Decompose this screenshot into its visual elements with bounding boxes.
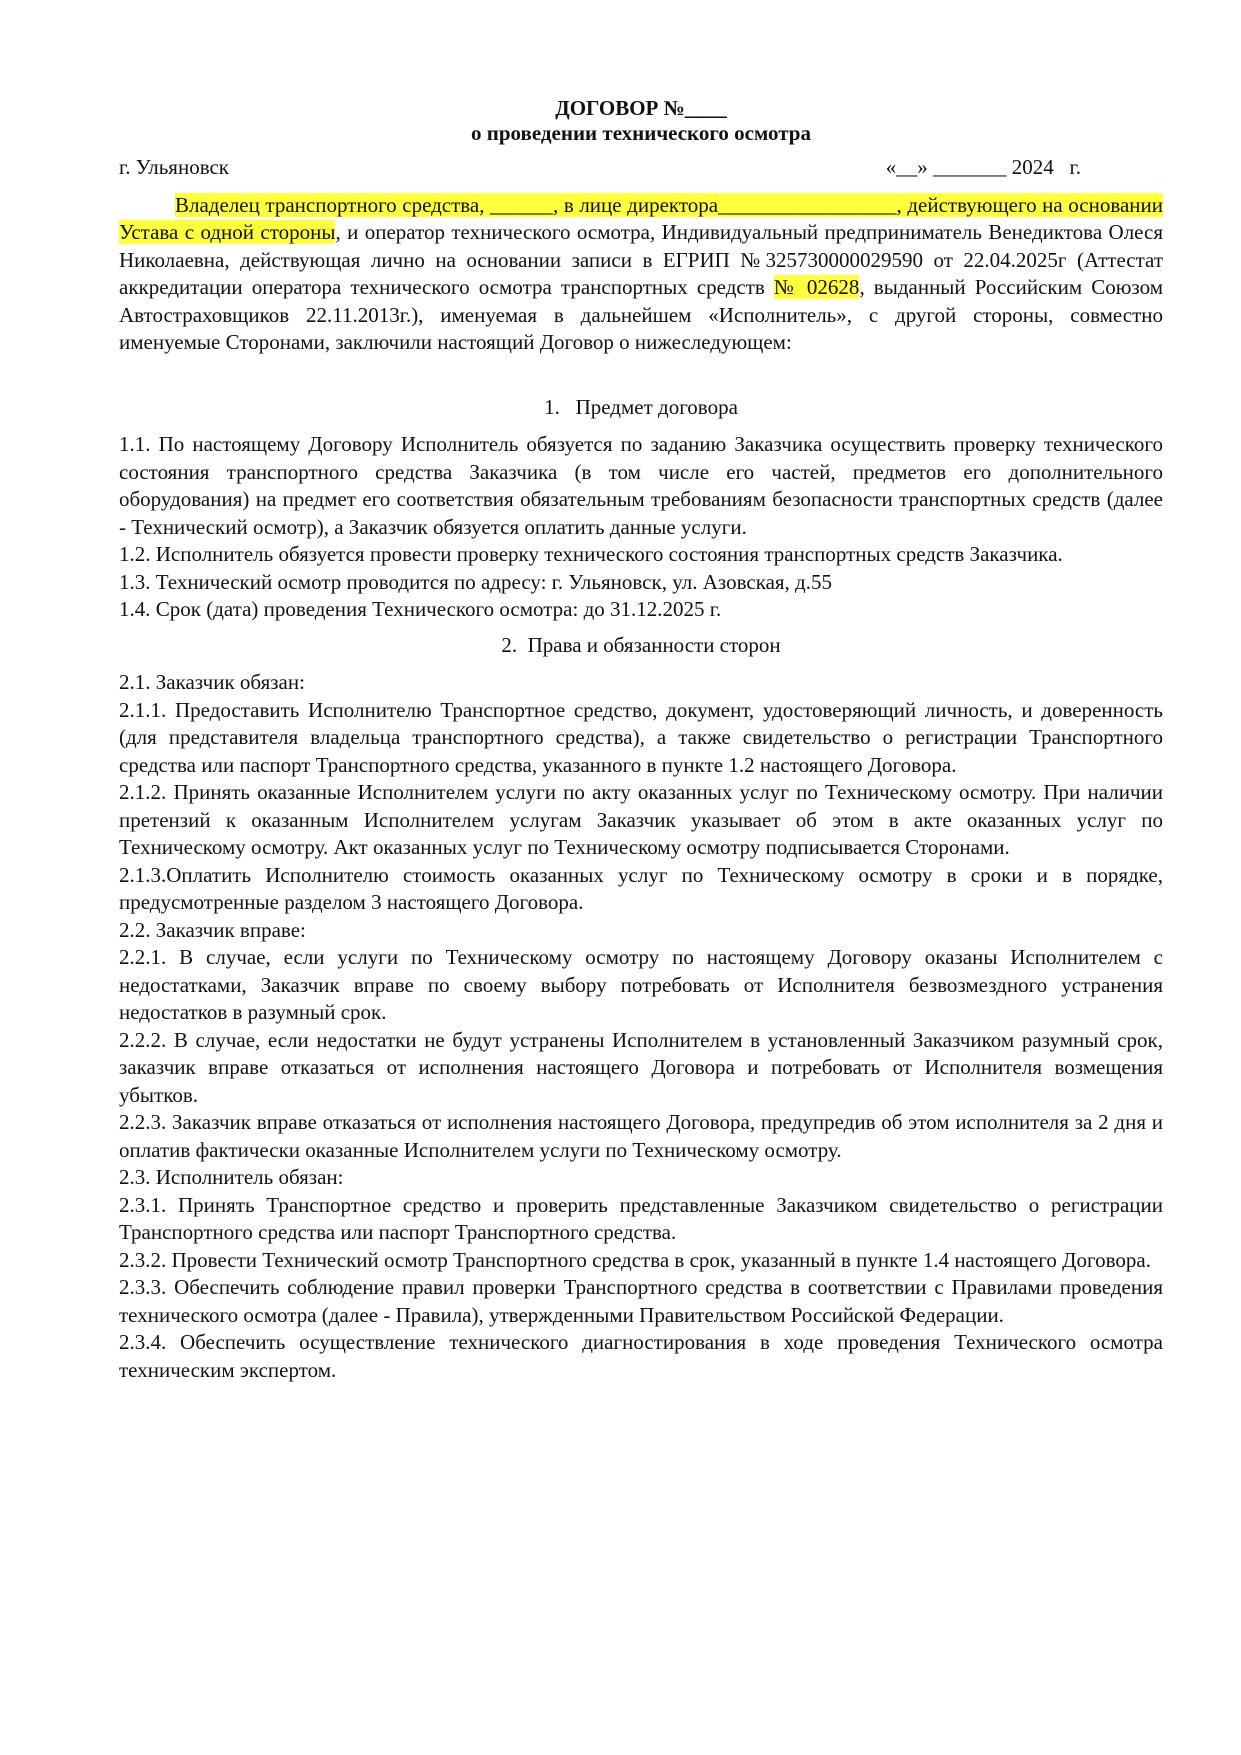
paragraph: 2.2.3. Заказчик вправе отказаться от исполнения настоящего Договора, предупредив об этом исполнителя за 2 дня и оплатив фактически оказанные Исполнителем услуги по Техническому осмотру. [119, 1110, 1163, 1162]
paragraph: 1.4. Срок (дата) проведения Технического осмотра: до 31.12.2025 г. [119, 597, 722, 621]
contract-page [119, 96, 1163, 1384]
paragraph: 2.2.2. В случае, если недостатки не будут устранены Исполнителем в установленный Заказчиком разумный срок, заказчик вправе отказаться от исполнения настоящего Договора и потребовать от Исполнителя возмещения убытков. [119, 1027, 1163, 1107]
highlighted-owner-text: Владелец транспортного средства, ______, в лице директора_________________, действующего на основании Устава с одной стороны [119, 192, 1163, 244]
title-line-1: ДОГОВОР №____ [555, 96, 727, 120]
section-1-body [119, 431, 1163, 624]
intro-text-2: , выданный Российским Союзом Автостраховщиков 22.11.2013г.), именуемая в дальнейшем «Исполнитель», с другой стороны, совместно именуемые Сторонами, заключили настоящий Договор о нижеследующем: [119, 275, 1163, 354]
city: г. Ульяновск [119, 155, 230, 179]
title-line-2: о проведении технического осмотра [471, 121, 811, 145]
paragraph: 2.1.2. Принять оказанные Исполнителем услуги по акту оказанных услуг по Техническому осмотру. При наличии претензий к оказанным Исполнителем услугам Заказчик указывает об этом в акте оказанных услуг по Техническому осмотру. Акт оказанных услуг по Техническому осмотру подписывается Сторонами. [119, 780, 1163, 859]
paragraph: 2.1.1. Предоставить Исполнителю Транспортное средство, документ, удостоверяющий личность, и доверенность (для представителя владельца транспортного средства), а также свидетельство о регистрации Транспортного средства или паспорт Транспортного средства, указанного в пункте 1.2 настоящего Договора. [119, 697, 1163, 777]
section-1-heading: 1. Предмет договора [544, 394, 738, 419]
paragraph: 2.2.1. В случае, если услуги по Техническому осмотру по настоящему Договору оказаны Исполнителем с недостатками, Заказчик вправе по своему выбору потребовать от Исполнителя безвозмездного устранения недостатков в разумный срок. [119, 945, 1163, 1024]
city-date-row [119, 154, 1163, 182]
paragraph: 2.3.2. Провести Технический осмотр Транспортного средства в срок, указанный в пункте 1.4 настоящего Договора. [119, 1247, 1151, 1272]
intro-paragraph [119, 192, 1163, 357]
contract-title [119, 96, 1163, 146]
paragraph: 2.2. Заказчик вправе: [119, 917, 306, 942]
paragraph: 1.2. Исполнитель обязуется провести проверку технического состояния транспортных средств Заказчика. [119, 542, 1063, 566]
paragraph: 2.3.3. Обеспечить соблюдение правил проверки Транспортного средства в соответствии с Правилами проведения технического осмотра (далее - Правила), утвержденными Правительством Российской Федерации. [119, 1275, 1163, 1327]
contract-date: «__» _______ 2024 г. [885, 155, 1081, 179]
intro-text-1: , и оператор технического осмотра, Индивидуальный предприниматель Венедиктова Олеся Николаевна, действующая лично на основании записи в ЕГРИП №325730000029590 от 22.04.2025г (Аттестат аккредитации оператора технического осмотра транспортных средств [119, 220, 1163, 299]
paragraph: 2.3.4. Обеспечить осуществление технического диагностирования в ходе проведения Технического осмотра техническим экспертом. [119, 1330, 1163, 1382]
section-2-body [119, 669, 1163, 1384]
paragraph: 2.3. Исполнитель обязан: [119, 1165, 344, 1189]
section-2-heading: 2. Права и обязанности сторон [501, 632, 781, 657]
paragraph: 2.3.1. Принять Транспортное средство и проверить представленные Заказчиком свидетельство о регистрации Транспортного средства или паспорт Транспортного средства. [119, 1192, 1163, 1244]
paragraph: 1.3. Технический осмотр проводится по адресу: г. Ульяновск, ул. Азовская, д.55 [119, 569, 832, 594]
paragraph: 1.1. По настоящему Договору Исполнитель обязуется по заданию Заказчика осуществить проверку технического состояния транспортного средства Заказчика (в том числе его частей, предметов его дополнительного оборудования) на предмет его соответствия обязательным требованиям безопасности транспортных средств (далее - Технический осмотр), а Заказчик обязуется оплатить данные услуги. [119, 432, 1163, 539]
paragraph: 2.1. Заказчик обязан: [119, 670, 305, 694]
paragraph: 2.1.3.Оплатить Исполнителю стоимость оказанных услуг по Техническому осмотру в сроки и в порядке, предусмотренные разделом 3 настоящего Договора. [119, 862, 1163, 914]
highlighted-certificate-number: № 02628 [773, 275, 860, 299]
